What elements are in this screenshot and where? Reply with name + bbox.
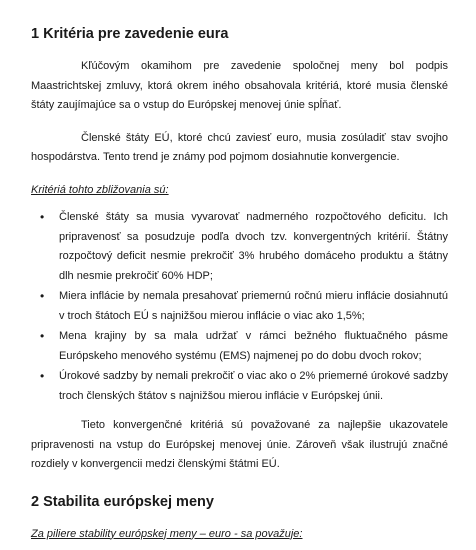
list-item-text: Mena krajiny by sa mala udržať v rámci bežného fluktuačného pásme Európskeho menového systému (EMS) najmenej po do dobu dvoch rokov; [59, 330, 448, 362]
section-heading-criteria: 1 Kritéria pre zavedenie eura [31, 26, 229, 42]
bullet-icon: • [40, 289, 45, 303]
list-item [40, 287, 448, 326]
pillars-label: Za piliere stability európskej meny – euro - sa považuje: [31, 527, 303, 540]
list-item-text: Miera inflácie by nemala presahovať priemernú ročnú mieru inflácie dosiahnutú v troch štátoch EÚ s najnižšou mierou inflácie o viac ako 1,5%; [59, 290, 448, 322]
list-item [40, 327, 448, 366]
bullet-icon: • [40, 369, 45, 383]
criteria-label: Kritériá tohto zbližovania sú: [31, 183, 169, 196]
list-item-text: Úrokové sadzby by nemali prekročiť o viac ako o 2% priemerné úrokové sadzby troch členských štátov s najnižšou mierou inflácie v Európskej únii. [59, 370, 448, 402]
list-item-text: Členské štáty sa musia vyvarovať nadmerného rozpočtového deficitu. Ich pripravenosť sa posudzuje podľa dvoch tzv. konvergentných kritérií. Štátny rozpočtový deficit nesmie prekročiť 3% hrubého domáceho produktu a štátny dlh nesmie prekročiť 60% HDP; [59, 211, 448, 282]
list-item [40, 208, 448, 286]
paragraph-conclusion: Tieto konvergenčné kritériá sú považované za najlepšie ukazovatele pripravenosti na vstup do Európskej menovej únie. Zároveň však ilustrujú značné rozdiely v konvergencii medzi členskými štátmi EÚ. [31, 419, 448, 470]
list-item [40, 367, 448, 406]
paragraph-convergence: Členské štáty EÚ, ktoré chcú zaviesť euro, musia zosúladiť stav svojho hospodárstva. Tento trend je známy pod pojmom dosiahnutie konvergencie. [31, 131, 448, 163]
paragraph-gap [31, 116, 448, 129]
bullet-icon: • [40, 210, 45, 224]
bullet-icon: • [40, 329, 45, 343]
section-heading-stability: 2 Stabilita európskej meny [31, 493, 214, 510]
paragraph-gap [31, 168, 448, 181]
paragraph-maastricht: Kľúčovým okamihom pre zavedenie spoločnej meny bol podpis Maastrichtskej zmluvy, ktorá okrem iného obsahovala kritériá, ktoré musia členské štáty zaujímajúce sa o vstup do Európskej menovej únie spĺňať. [31, 60, 448, 111]
criteria-list [31, 208, 448, 406]
